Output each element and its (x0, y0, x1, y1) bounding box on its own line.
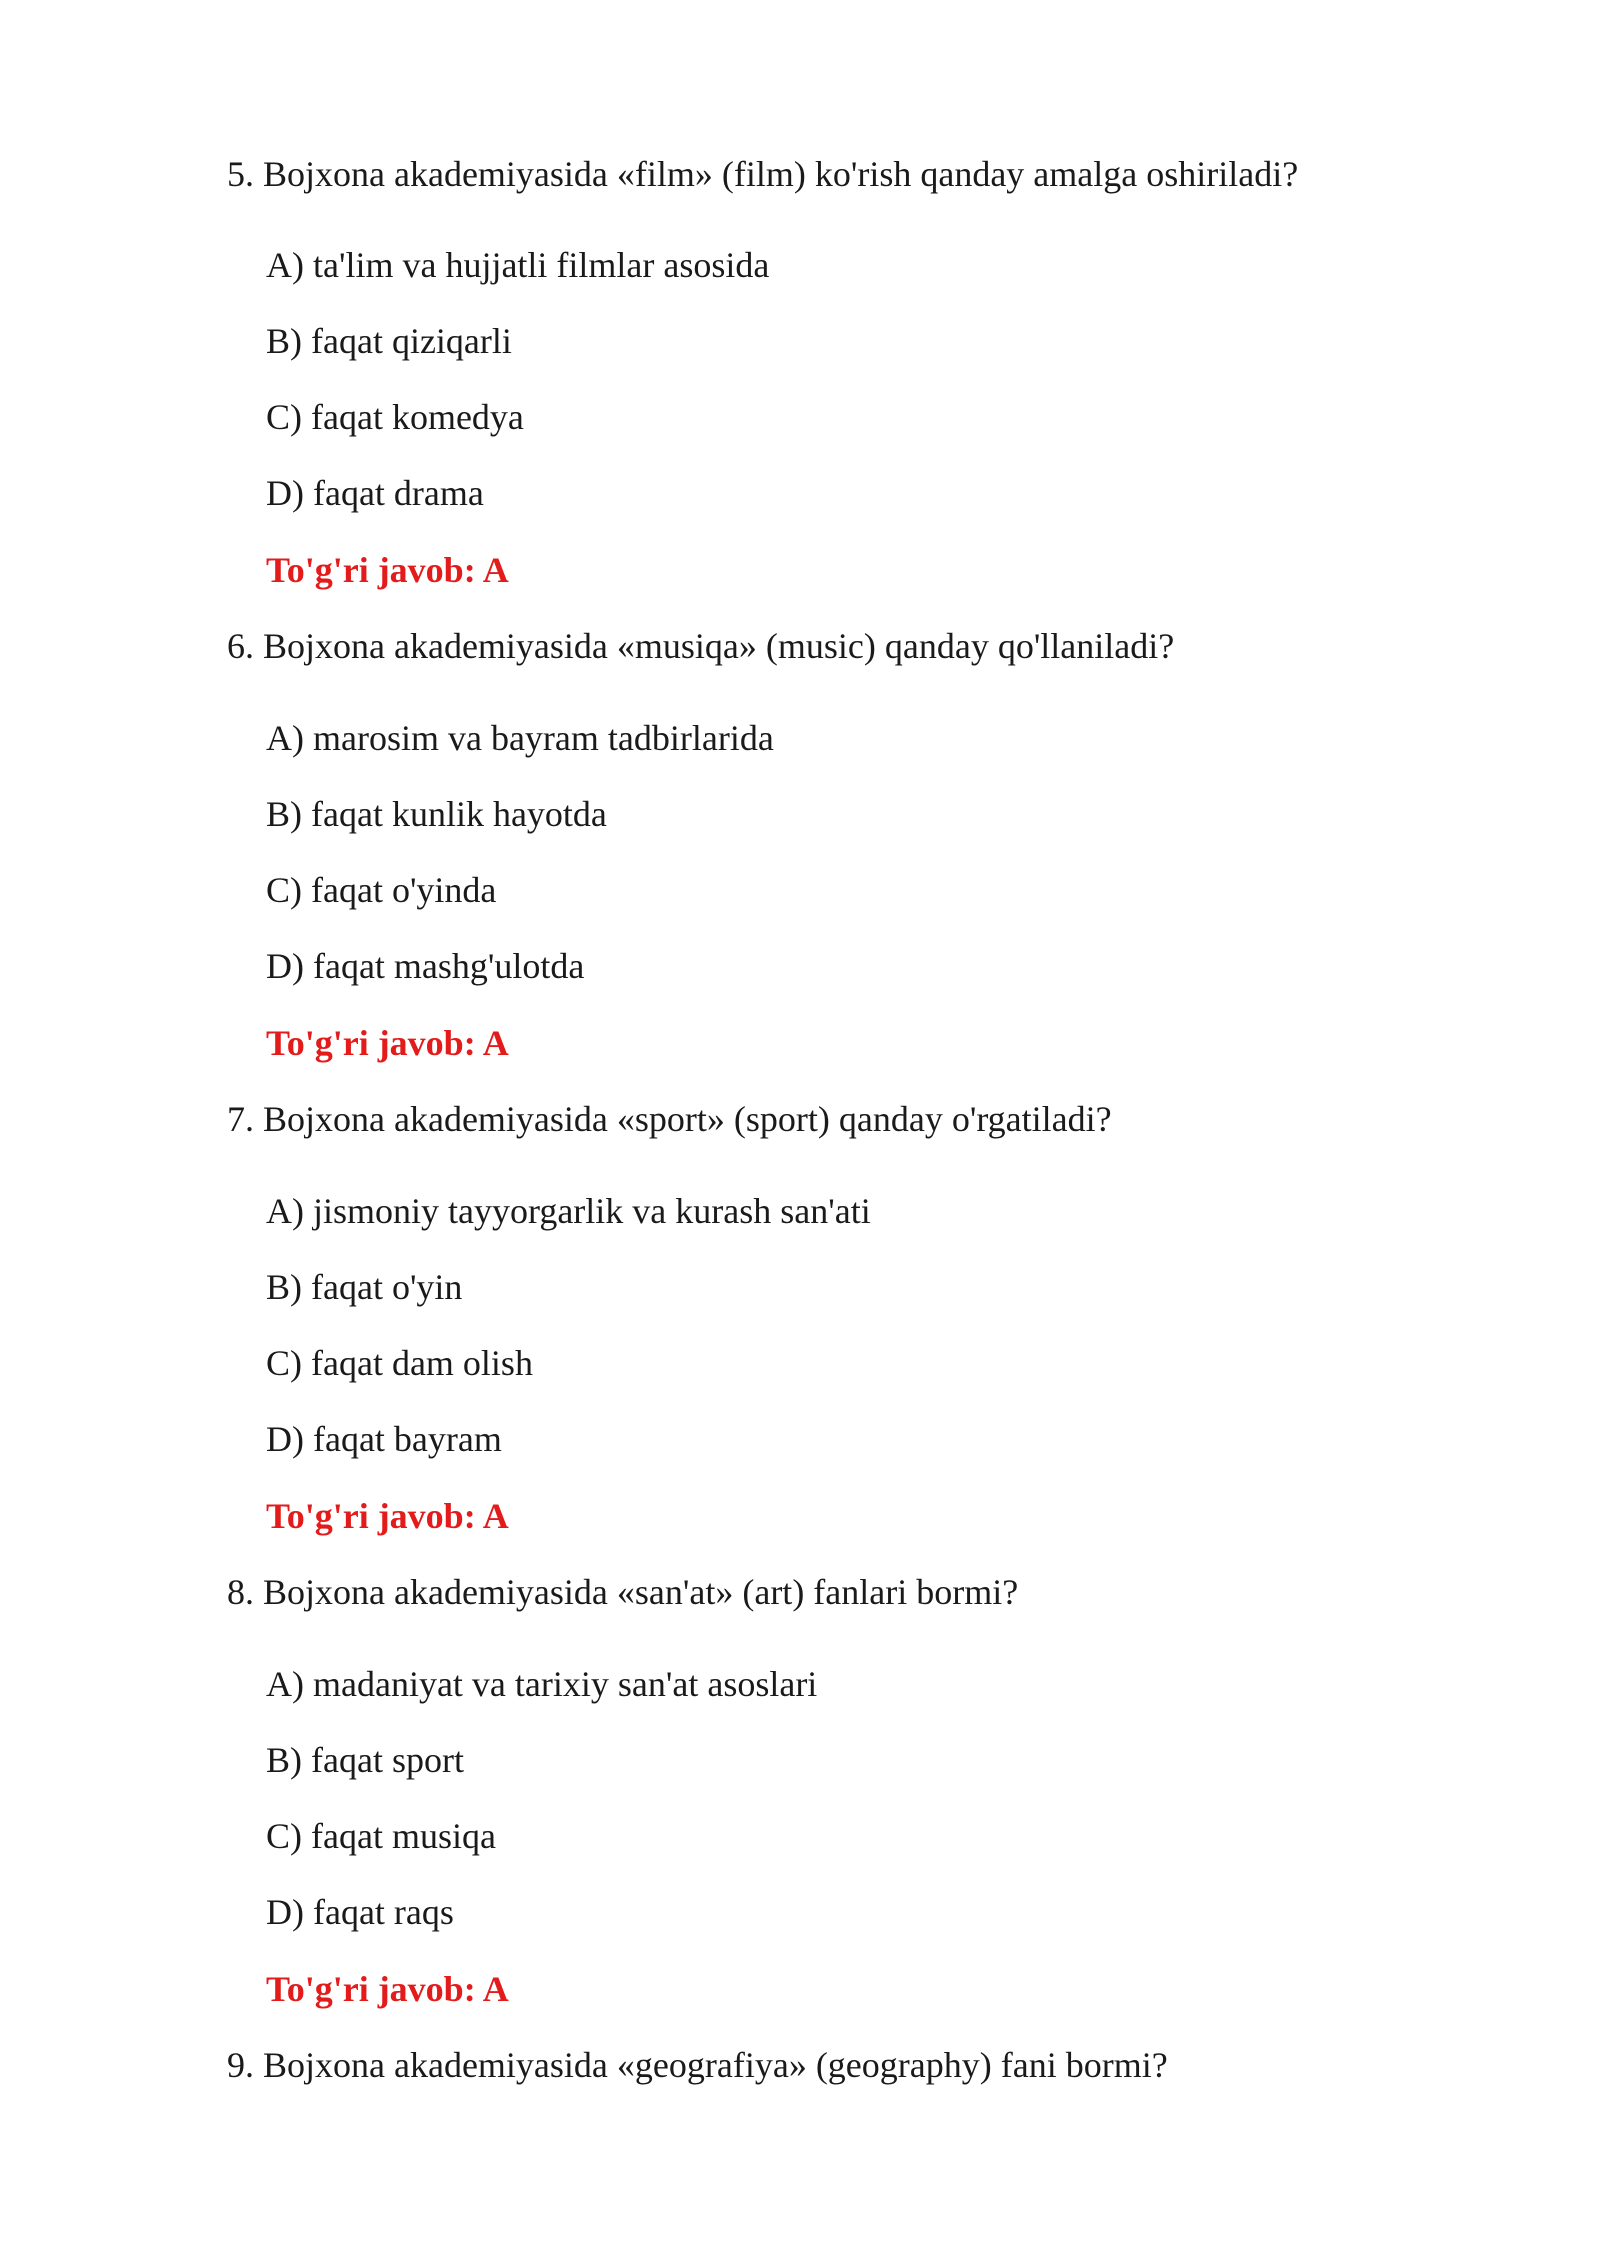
question-6-option-a: A) marosim va bayram tadbirlarida (266, 718, 774, 758)
question-6-option-c: C) faqat o'yinda (266, 870, 497, 910)
question-7-option-c: C) faqat dam olish (266, 1343, 533, 1383)
question-5-option-d: D) faqat drama (266, 473, 484, 513)
question-6-correct-answer: To'g'ri javob: A (266, 1023, 509, 1063)
question-8-option-d: D) faqat raqs (266, 1892, 454, 1932)
question-5-option-c: C) faqat komedya (266, 397, 524, 437)
question-8-option-c: C) faqat musiqa (266, 1816, 496, 1856)
question-5-correct-answer: To'g'ri javob: A (266, 550, 509, 590)
question-5-option-a: A) ta'lim va hujjatli filmlar asosida (266, 245, 770, 285)
question-8-text: 8. Bojxona akademiyasida «san'at» (art) fanlari bormi? (227, 1572, 1019, 1612)
question-7-option-d: D) faqat bayram (266, 1419, 502, 1459)
question-5-option-b: B) faqat qiziqarli (266, 321, 512, 361)
question-6-text: 6. Bojxona akademiyasida «musiqa» (music) qanday qo'llaniladi? (227, 626, 1175, 666)
question-7-text: 7. Bojxona akademiyasida «sport» (sport) qanday o'rgatiladi? (227, 1099, 1112, 1139)
question-6-option-b: B) faqat kunlik hayotda (266, 794, 607, 834)
question-8-option-b: B) faqat sport (266, 1740, 464, 1780)
question-7-option-a: A) jismoniy tayyorgarlik va kurash san'ati (266, 1191, 871, 1231)
question-8-correct-answer: To'g'ri javob: A (266, 1969, 509, 2009)
question-5-text: 5. Bojxona akademiyasida «film» (film) ko'rish qanday amalga oshiriladi? (227, 154, 1299, 194)
question-7-option-b: B) faqat o'yin (266, 1267, 463, 1307)
question-8-option-a: A) madaniyat va tarixiy san'at asoslari (266, 1664, 818, 1704)
question-6-option-d: D) faqat mashg'ulotda (266, 946, 585, 986)
question-9-text: 9. Bojxona akademiyasida «geografiya» (geography) fani bormi? (227, 2045, 1168, 2085)
question-7-correct-answer: To'g'ri javob: A (266, 1496, 509, 1536)
